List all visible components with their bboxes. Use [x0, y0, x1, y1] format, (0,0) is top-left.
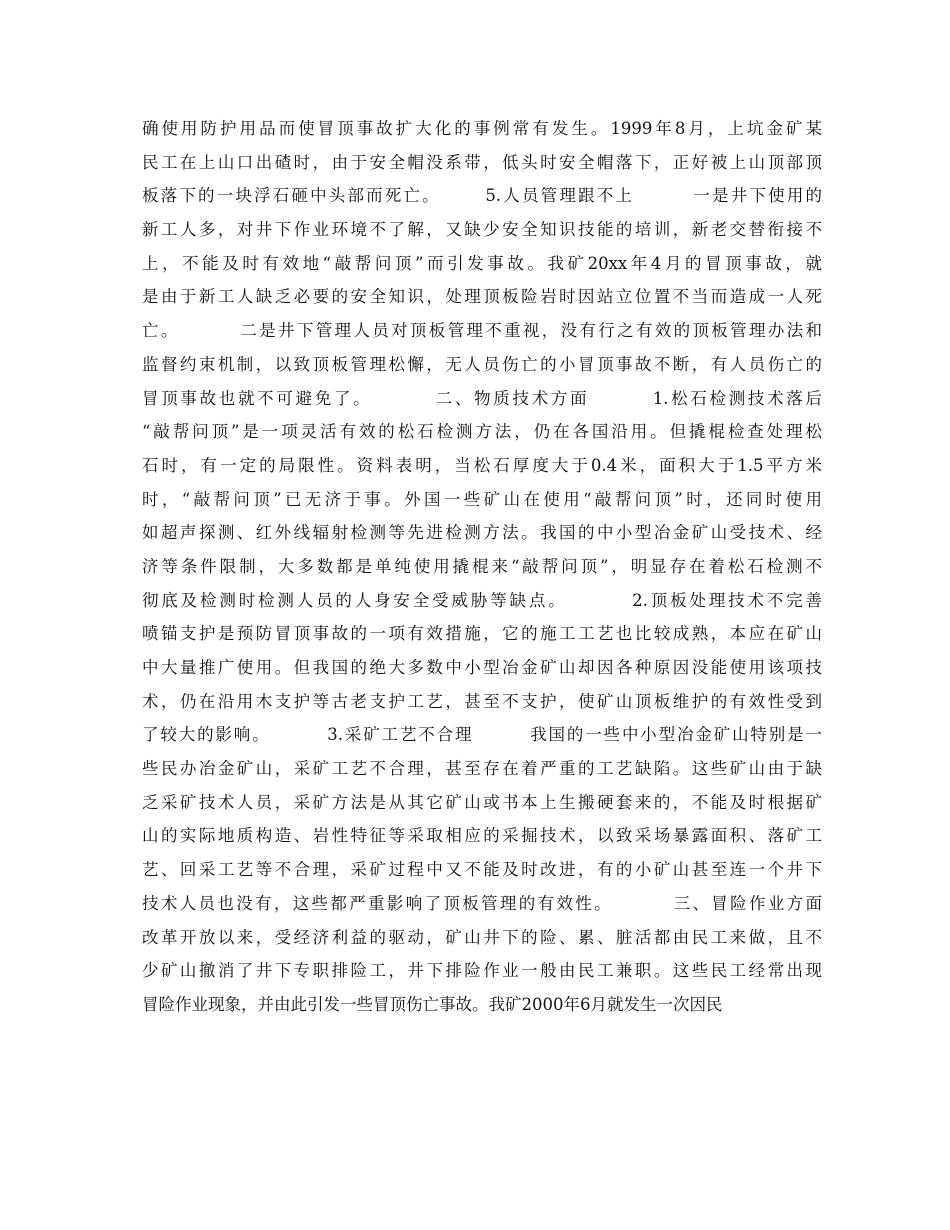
text-line-7: 亡。 二是井下管理人员对顶板管理不重视，没有行之有效的顶板管理办法和 — [142, 321, 822, 341]
body-text — [142, 112, 822, 1022]
text-line-19: 了较大的影响。 3.采矿工艺不合理 我国的一些中小型冶金矿山特别是一 — [142, 725, 822, 745]
text-line-9: 冒顶事故也就不可避免了。 二、物质技术方面 1.松石检测技术落后 — [142, 388, 822, 408]
text-line-8: 监督约束机制，以致顶板管理松懈，无人员伤亡的小冒顶事故不断，有人员伤亡的 — [142, 354, 822, 374]
text-line-12: 时，“敲帮问顶”已无济于事。外国一些矿山在使用“敲帮问顶”时，还同时使用 — [142, 489, 822, 509]
text-line-16: 喷锚支护是预防冒顶事故的一项有效措施，它的施工工艺也比较成熟，本应在矿山 — [142, 624, 822, 644]
text-line-20: 些民办冶金矿山，采矿工艺不合理，甚至存在着严重的工艺缺陷。这些矿山由于缺 — [142, 759, 822, 779]
text-line-1: 确使用防护用品而使冒顶事故扩大化的事例常有发生。1999年8月，上坑金矿某 — [142, 119, 822, 138]
text-line-21: 乏采矿技术人员，采矿方法是从其它矿山或书本上生搬硬套来的，不能及时根据矿 — [142, 792, 822, 812]
text-line-4: 新工人多，对井下作业环境不了解，又缺少安全知识技能的培训，新老交替衔接不 — [142, 220, 822, 240]
text-line-27: 冒险作业现象，并由此引发一些冒顶伤亡事故。我矿2000年6月就发生一次因民 — [142, 994, 723, 1014]
text-line-23: 艺、回采工艺等不合理，采矿过程中又不能及时改进，有的小矿山甚至连一个井下 — [142, 860, 822, 880]
text-line-3: 板落下的一块浮石砸中头部而死亡。 5.人员管理跟不上 一是井下使用的 — [142, 186, 822, 206]
text-line-6: 是由于新工人缺乏必要的安全知识，处理顶板险岩时因站立位置不当而造成一人死 — [142, 287, 822, 307]
text-line-18: 术，仍在沿用木支护等古老支护工艺，甚至不支护，使矿山顶板维护的有效性受到 — [142, 691, 822, 711]
text-line-15: 彻底及检测时检测人员的人身安全受威胁等缺点。 2.顶板处理技术不完善 — [142, 590, 822, 610]
text-line-22: 山的实际地质构造、岩性特征等采取相应的采掘技术，以致采场暴露面积、落矿工 — [142, 826, 822, 846]
text-line-26: 少矿山撤消了井下专职排险工，井下排险作业一般由民工兼职。这些民工经常出现 — [142, 961, 822, 981]
text-line-5: 上，不能及时有效地“敲帮问顶”而引发事故。我矿20xx年4月的冒顶事故，就 — [142, 253, 822, 273]
text-line-17: 中大量推广使用。但我国的绝大多数中小型冶金矿山却因各种原因没能使用该项技 — [142, 658, 822, 677]
text-line-14: 济等条件限制，大多数都是单纯使用撬棍来“敲帮问顶”，明显存在着松石检测不 — [142, 556, 822, 576]
text-line-25: 改革开放以来，受经济利益的驱动，矿山井下的险、累、脏活都由民工来做，且不 — [142, 927, 822, 947]
text-line-2: 民工在上山口出碴时，由于安全帽没系带，低头时安全帽落下，正好被上山顶部顶 — [142, 152, 822, 172]
text-line-10: “敲帮问顶”是一项灵活有效的松石检测方法，仍在各国沿用。但撬棍检查处理松 — [142, 422, 822, 442]
text-line-24: 技术人员也没有，这些都严重影响了顶板管理的有效性。 三、冒险作业方面 — [142, 893, 822, 913]
text-line-13: 如超声探测、红外线辐射检测等先进检测方法。我国的中小型冶金矿山受技术、经 — [142, 523, 822, 543]
text-line-11: 石时，有一定的局限性。资料表明，当松石厚度大于0.4米，面积大于1.5平方米 — [142, 455, 822, 475]
